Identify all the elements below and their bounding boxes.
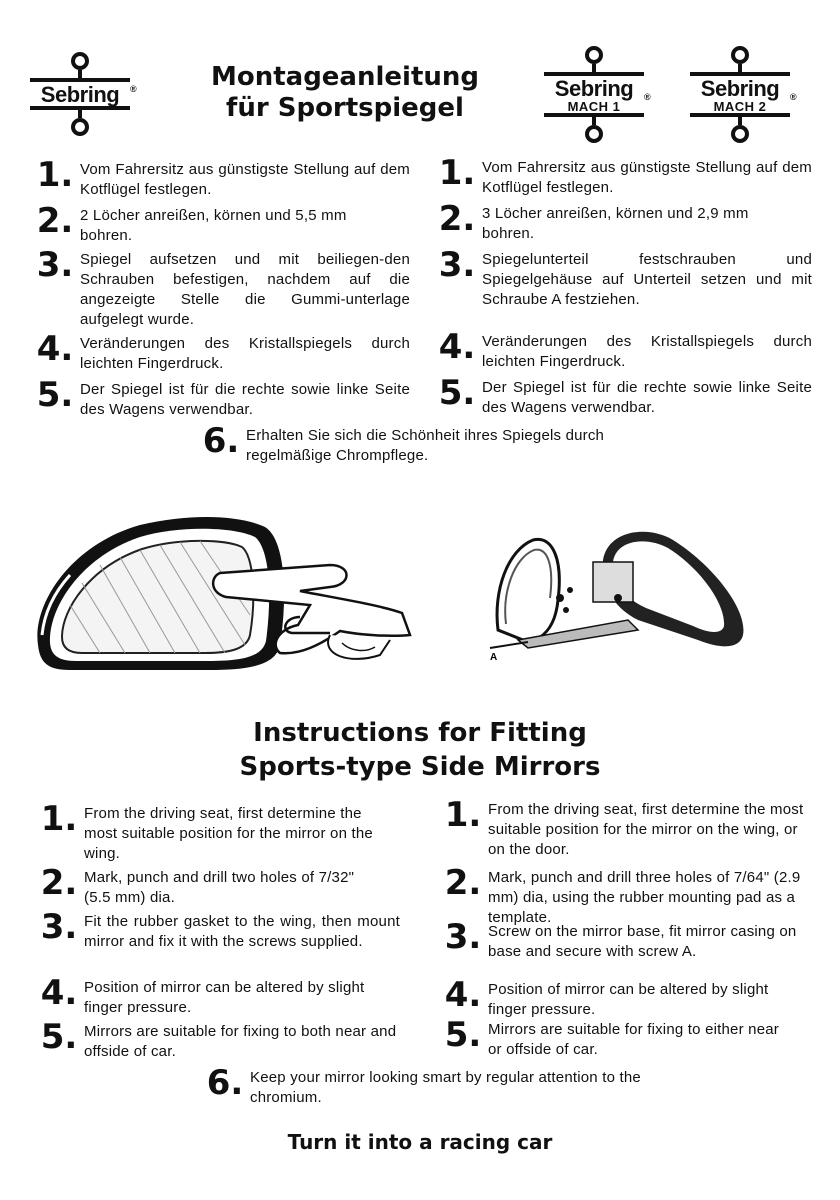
english-title-line2: Sports-type Side Mirrors <box>239 752 601 782</box>
step-number: 6. <box>202 421 240 461</box>
registered-mark: ® <box>130 84 137 94</box>
step-number: 1. <box>36 155 74 195</box>
step-text: Position of mirror can be altered by slight finger pressure. <box>488 981 769 1018</box>
de-left-step-3 <box>30 245 410 330</box>
en-right-step-3 <box>438 917 818 962</box>
step-number: 2. <box>438 199 476 239</box>
step-text: Der Spiegel ist für die rechte sowie linke Seite des Wagens verwendbar. <box>482 379 812 416</box>
step-text: Veränderungen des Kristallspiegels durch leichten Fingerdruck. <box>80 335 410 372</box>
label-a: A <box>490 652 498 660</box>
german-title-line2: für Sportspiegel <box>226 93 464 124</box>
de-right-step-4 <box>432 327 812 372</box>
en-left-step-5 <box>34 1017 414 1062</box>
step-number: 4. <box>40 973 78 1013</box>
step-text: Mark, punch and drill two holes of 7/32" (5.5 mm) dia. <box>84 869 355 906</box>
step-text: Spiegelunterteil festschrauben und Spiegelgehäuse auf Unterteil setzen und mit Schraube A festziehen. <box>482 251 812 308</box>
footer-slogan: Turn it into a racing car <box>287 1130 553 1154</box>
step-text: Fit the rubber gasket to the wing, then mount mirror and fix it with the screws supplied. <box>84 913 400 950</box>
step-number: 5. <box>444 1015 482 1055</box>
sebring-logo-left: Sebring <box>30 52 130 136</box>
step-number: 2. <box>40 863 78 903</box>
de-left-step-2 <box>30 201 410 246</box>
sebring-mach2-logo: Sebring MACH 2 <box>690 46 790 143</box>
en-right-step-1 <box>438 795 818 860</box>
de-right-step-5 <box>432 373 812 418</box>
en-step-6 <box>200 1063 670 1108</box>
step-number: 5. <box>438 373 476 413</box>
en-left-step-4 <box>34 973 414 1018</box>
step-number: 6. <box>206 1063 244 1103</box>
step-number: 3. <box>40 907 78 947</box>
step-number: 2. <box>36 201 74 241</box>
step-text: Mark, punch and drill three holes of 7/64" (2.9 mm) dia, using the rubber mounting pad as a template. <box>488 869 801 926</box>
step-text: Veränderungen des Kristallspiegels durch leichten Fingerdruck. <box>482 333 812 370</box>
step-text: Der Spiegel ist für die rechte sowie linke Seite des Wagens verwendbar. <box>80 381 410 418</box>
registered-mark: ® <box>644 92 651 102</box>
step-number: 4. <box>444 975 482 1015</box>
en-right-step-5 <box>438 1015 818 1060</box>
step-number: 2. <box>444 863 482 903</box>
step-number: 5. <box>40 1017 78 1057</box>
step-text: Vom Fahrersitz aus günstigste Stellung auf dem Kotflügel festlegen. <box>482 159 812 196</box>
step-text: From the driving seat, first determine the most suitable position for the mirror on the wing, or on the door. <box>488 801 804 858</box>
registered-mark: ® <box>790 92 797 102</box>
english-title-line1: Instructions for Fitting <box>253 718 587 748</box>
step-text: Mirrors are suitable for fixing to both near and offside of car. <box>84 1023 397 1060</box>
en-left-step-2 <box>34 863 414 908</box>
sebring-mach1-logo: Sebring MACH 1 <box>544 46 644 143</box>
mirror-finger-illustration <box>30 505 430 675</box>
de-right-step-3 <box>432 245 812 310</box>
de-right-step-2 <box>432 199 812 244</box>
step-text: Position of mirror can be altered by slight finger pressure. <box>84 979 365 1016</box>
step-text: Erhalten Sie sich die Schönheit ihres Spiegels durch regelmäßige Chrompflege. <box>246 427 605 464</box>
step-text: Keep your mirror looking smart by regular attention to the chromium. <box>250 1069 641 1106</box>
step-text: 2 Löcher anreißen, körnen und 5,5 mm bohren. <box>80 207 347 244</box>
step-number: 3. <box>438 245 476 285</box>
step-number: 4. <box>36 329 74 369</box>
step-number: 1. <box>40 799 78 839</box>
en-right-step-4 <box>438 975 818 1020</box>
step-number: 5. <box>36 375 74 415</box>
step-text: Spiegel aufsetzen und mit beiliegen-den Schrauben befestigen, nachdem auf die angezeigte Stelle die Gummi-unterlage aufgelegt wurde. <box>80 251 410 328</box>
step-number: 3. <box>444 917 482 957</box>
step-text: Screw on the mirror base, fit mirror casing on base and secure with screw A. <box>488 923 797 960</box>
step-number: 4. <box>438 327 476 367</box>
en-left-step-1 <box>34 799 414 864</box>
mirror-assembly-illustration <box>488 520 753 660</box>
german-title-line1: Montageanleitung <box>210 62 480 92</box>
de-left-step-4 <box>30 329 410 374</box>
step-text: Vom Fahrersitz aus günstigste Stellung auf dem Kotflügel festlegen. <box>80 161 410 198</box>
english-title <box>150 716 690 784</box>
de-step-6 <box>196 421 636 466</box>
german-title <box>160 62 530 124</box>
de-left-step-5 <box>30 375 410 420</box>
step-number: 3. <box>36 245 74 285</box>
step-number: 1. <box>444 795 482 835</box>
step-number: 1. <box>438 153 476 193</box>
step-text: 3 Löcher anreißen, körnen und 2,9 mm bohren. <box>482 205 749 242</box>
step-text: From the driving seat, first determine the most suitable position for the mirror on the wing. <box>84 805 373 862</box>
en-left-step-3 <box>34 907 414 952</box>
de-right-step-1 <box>432 153 812 198</box>
de-left-step-1 <box>30 155 410 200</box>
en-right-step-2 <box>438 863 818 928</box>
step-text: Mirrors are suitable for fixing to either near or offside of car. <box>488 1021 779 1058</box>
